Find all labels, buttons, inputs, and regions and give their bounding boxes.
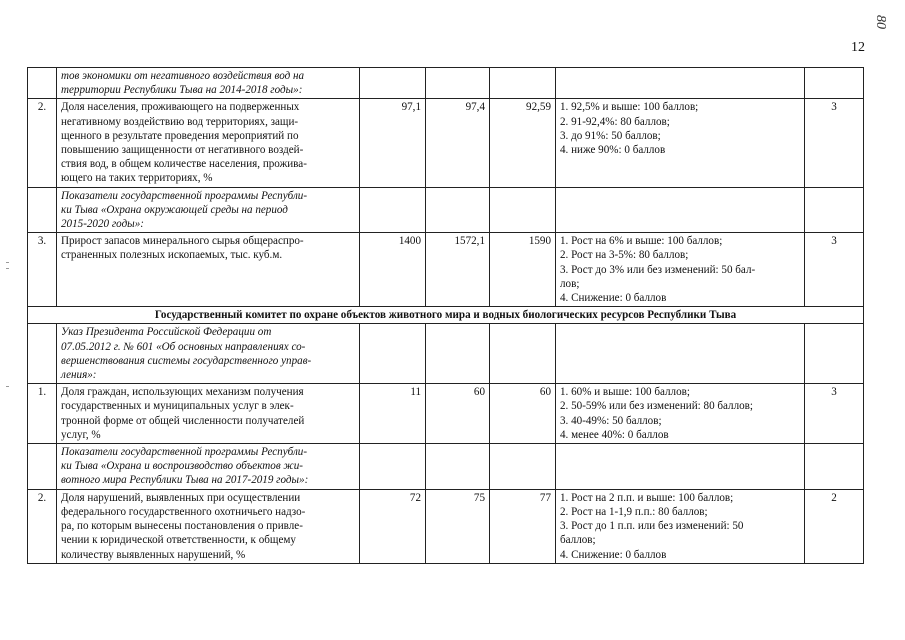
margin-tick bbox=[6, 262, 9, 263]
value-2 bbox=[426, 233, 490, 307]
value-3-text: 92,59 bbox=[526, 101, 551, 114]
program-heading-line: вершенствования системы государственного управ- bbox=[61, 354, 312, 367]
criteria-line: 4. менее 40%: 0 баллов bbox=[560, 428, 669, 441]
value-cell bbox=[426, 68, 490, 99]
criteria-line: лов; bbox=[560, 277, 580, 290]
table-row bbox=[28, 384, 864, 444]
value-1 bbox=[360, 233, 426, 307]
value-cell bbox=[360, 444, 426, 490]
criteria-line: баллов; bbox=[560, 534, 596, 547]
program-heading-row bbox=[28, 444, 864, 490]
criteria-line: 3. Рост до 3% или без изменений: 50 бал- bbox=[560, 263, 756, 276]
value-3-text: 1590 bbox=[528, 235, 551, 248]
value-1-text: 97,1 bbox=[401, 101, 421, 114]
row-number-cell bbox=[28, 68, 57, 99]
indicator-name-line: негативному воздействию вод территориях, защи- bbox=[61, 115, 299, 128]
page-number: 12 bbox=[851, 40, 865, 55]
criteria-line: 2. 50-59% или без изменений: 80 баллов; bbox=[560, 400, 753, 413]
value-1 bbox=[360, 489, 426, 563]
value-1-text: 11 bbox=[410, 386, 421, 399]
indicator-name-line: ра, по которым вынесены постановления о привле- bbox=[61, 520, 303, 533]
criteria-cell bbox=[556, 187, 805, 233]
row-number-cell-text: 3. bbox=[37, 235, 47, 248]
criteria-line: 4. ниже 90%: 0 баллов bbox=[560, 144, 666, 157]
row-number-cell bbox=[28, 233, 57, 307]
value-cell bbox=[360, 187, 426, 233]
value-3-text: 77 bbox=[539, 491, 551, 504]
value-cell bbox=[426, 444, 490, 490]
criteria-cell bbox=[556, 324, 805, 384]
value-cell bbox=[490, 68, 556, 99]
weight-cell-text: 2 bbox=[831, 491, 837, 504]
indicator-name bbox=[57, 233, 360, 307]
program-heading-line: Указ Президента Российской Федерации от bbox=[61, 326, 272, 339]
program-heading bbox=[57, 444, 360, 490]
row-number-cell bbox=[28, 384, 57, 444]
margin-tick bbox=[6, 268, 9, 269]
criteria-line: 1. Рост на 6% и выше: 100 баллов; bbox=[560, 235, 723, 248]
row-number-cell bbox=[28, 99, 57, 187]
row-number-cell-text: 2. bbox=[37, 101, 47, 114]
row-number-cell-text: 1. bbox=[37, 386, 47, 399]
criteria-cell bbox=[556, 489, 805, 563]
program-heading-row bbox=[28, 187, 864, 233]
criteria-cell bbox=[556, 68, 805, 99]
indicator-name-line: ствия вод, в общем количестве населения, прожива- bbox=[61, 158, 307, 171]
indicator-name-line: федерального государственного охотничьего надзо- bbox=[61, 505, 306, 518]
criteria-line: 1. 60% и выше: 100 баллов; bbox=[560, 386, 690, 399]
indicator-name-line: государственных и муниципальных услуг в элек- bbox=[61, 400, 294, 413]
indicator-name-line: Доля населения, проживающего на подверженных bbox=[61, 101, 300, 114]
program-heading bbox=[57, 68, 360, 99]
weight-cell bbox=[805, 444, 864, 490]
value-cell bbox=[490, 187, 556, 233]
value-cell bbox=[426, 324, 490, 384]
row-number-cell bbox=[28, 187, 57, 233]
program-heading-line: вотного мира Республики Тыва на 2017-2019 годы»: bbox=[61, 474, 309, 487]
indicator-name-line: Прирост запасов минерального сырья общераспро- bbox=[61, 235, 304, 248]
value-3 bbox=[490, 99, 556, 187]
criteria-line: 2. 91-92,4%: 80 баллов; bbox=[560, 115, 670, 128]
table-row bbox=[28, 489, 864, 563]
value-1 bbox=[360, 99, 426, 187]
margin-tick bbox=[6, 386, 9, 387]
value-2-text: 75 bbox=[473, 491, 485, 504]
value-3-text: 60 bbox=[539, 386, 551, 399]
criteria-line: 3. 40-49%: 50 баллов; bbox=[560, 414, 662, 427]
indicator-name-line: тронной форме от общей численности получателей bbox=[61, 414, 305, 427]
indicator-name bbox=[57, 384, 360, 444]
row-number-cell bbox=[28, 444, 57, 490]
weight-cell bbox=[805, 324, 864, 384]
value-2-text: 97,4 bbox=[465, 101, 485, 114]
row-number-cell bbox=[28, 324, 57, 384]
weight-cell bbox=[805, 489, 864, 563]
section-title bbox=[28, 307, 864, 324]
criteria-line: 4. Снижение: 0 баллов bbox=[560, 548, 667, 561]
criteria-cell bbox=[556, 99, 805, 187]
value-3 bbox=[490, 233, 556, 307]
criteria-line: 3. Рост до 1 п.п. или без изменений: 50 bbox=[560, 520, 744, 533]
indicators-table bbox=[27, 67, 864, 564]
table-row bbox=[28, 99, 864, 187]
program-heading-line: Показатели государственной программы Республи- bbox=[61, 189, 308, 202]
value-1-text: 72 bbox=[409, 491, 421, 504]
program-heading bbox=[57, 324, 360, 384]
handwritten-page-mark: 80 bbox=[873, 15, 888, 29]
criteria-line: 1. Рост на 2 п.п. и выше: 100 баллов; bbox=[560, 491, 734, 504]
value-cell bbox=[360, 324, 426, 384]
criteria-cell bbox=[556, 233, 805, 307]
program-heading-line: ления»: bbox=[61, 369, 97, 382]
indicator-name bbox=[57, 489, 360, 563]
weight-cell bbox=[805, 384, 864, 444]
value-2 bbox=[426, 384, 490, 444]
value-2-text: 1572,1 bbox=[454, 235, 485, 248]
value-2 bbox=[426, 489, 490, 563]
program-heading bbox=[57, 187, 360, 233]
weight-cell bbox=[805, 99, 864, 187]
indicator-name-line: страненных полезных ископаемых, тыс. куб.м. bbox=[61, 249, 283, 262]
indicator-name-line: щенного в результате проведения мероприятий по bbox=[61, 129, 299, 142]
weight-cell bbox=[805, 187, 864, 233]
section-title-text: Государственный комитет по охране объектов животного мира и водных биологических ресурсов Республики Тыва bbox=[154, 309, 737, 322]
indicator-name bbox=[57, 99, 360, 187]
value-1-text: 1400 bbox=[398, 235, 421, 248]
value-cell bbox=[490, 444, 556, 490]
program-heading-line: Показатели государственной программы Республи- bbox=[61, 446, 308, 459]
value-2 bbox=[426, 99, 490, 187]
value-1 bbox=[360, 384, 426, 444]
indicator-name-line: Доля граждан, использующих механизм получения bbox=[61, 386, 304, 399]
value-cell bbox=[426, 187, 490, 233]
section-header-row bbox=[28, 307, 864, 324]
program-heading-line: ки Тыва «Охрана и воспроизводство объектов жи- bbox=[61, 460, 303, 473]
value-cell bbox=[360, 68, 426, 99]
criteria-line: 3. до 91%: 50 баллов; bbox=[560, 129, 661, 142]
value-3 bbox=[490, 384, 556, 444]
row-number-cell-text: 2. bbox=[37, 491, 47, 504]
program-heading-line: 07.05.2012 г. № 601 «Об основных направлениях со- bbox=[61, 340, 306, 353]
value-2-text: 60 bbox=[473, 386, 485, 399]
program-heading-line: 2015-2020 годы»: bbox=[61, 218, 144, 231]
weight-cell-text: 3 bbox=[831, 101, 837, 114]
program-heading-line: территории Республики Тыва на 2014-2018 годы»: bbox=[61, 84, 303, 97]
criteria-line: 1. 92,5% и выше: 100 баллов; bbox=[560, 101, 699, 114]
program-heading-row bbox=[28, 324, 864, 384]
program-heading-line: ки Тыва «Охрана окружающей среды на период bbox=[61, 203, 288, 216]
row-number-cell bbox=[28, 489, 57, 563]
criteria-line: 2. Рост на 1-1,9 п.п.: 80 баллов; bbox=[560, 505, 708, 518]
indicator-name-line: количеству выявленных нарушений, % bbox=[61, 548, 246, 561]
indicator-name-line: чении к юридической ответственности, к общему bbox=[61, 534, 296, 547]
weight-cell bbox=[805, 68, 864, 99]
table-row bbox=[28, 233, 864, 307]
program-heading-line: тов экономики от негативного воздействия вод на bbox=[61, 70, 305, 82]
indicator-name-line: услуг, % bbox=[61, 428, 101, 441]
criteria-cell bbox=[556, 384, 805, 444]
weight-cell bbox=[805, 233, 864, 307]
criteria-line: 2. Рост на 3-5%: 80 баллов; bbox=[560, 249, 689, 262]
value-cell bbox=[490, 324, 556, 384]
indicator-name-line: ющего на таких территориях, % bbox=[61, 172, 213, 185]
criteria-cell bbox=[556, 444, 805, 490]
criteria-line: 4. Снижение: 0 баллов bbox=[560, 292, 667, 305]
weight-cell-text: 3 bbox=[831, 235, 837, 248]
program-heading-row bbox=[28, 68, 864, 99]
weight-cell-text: 3 bbox=[831, 386, 837, 399]
indicator-name-line: Доля нарушений, выявленных при осуществлении bbox=[61, 491, 301, 504]
indicator-name-line: повышению защищенности от негативного воздей- bbox=[61, 144, 304, 157]
value-3 bbox=[490, 489, 556, 563]
